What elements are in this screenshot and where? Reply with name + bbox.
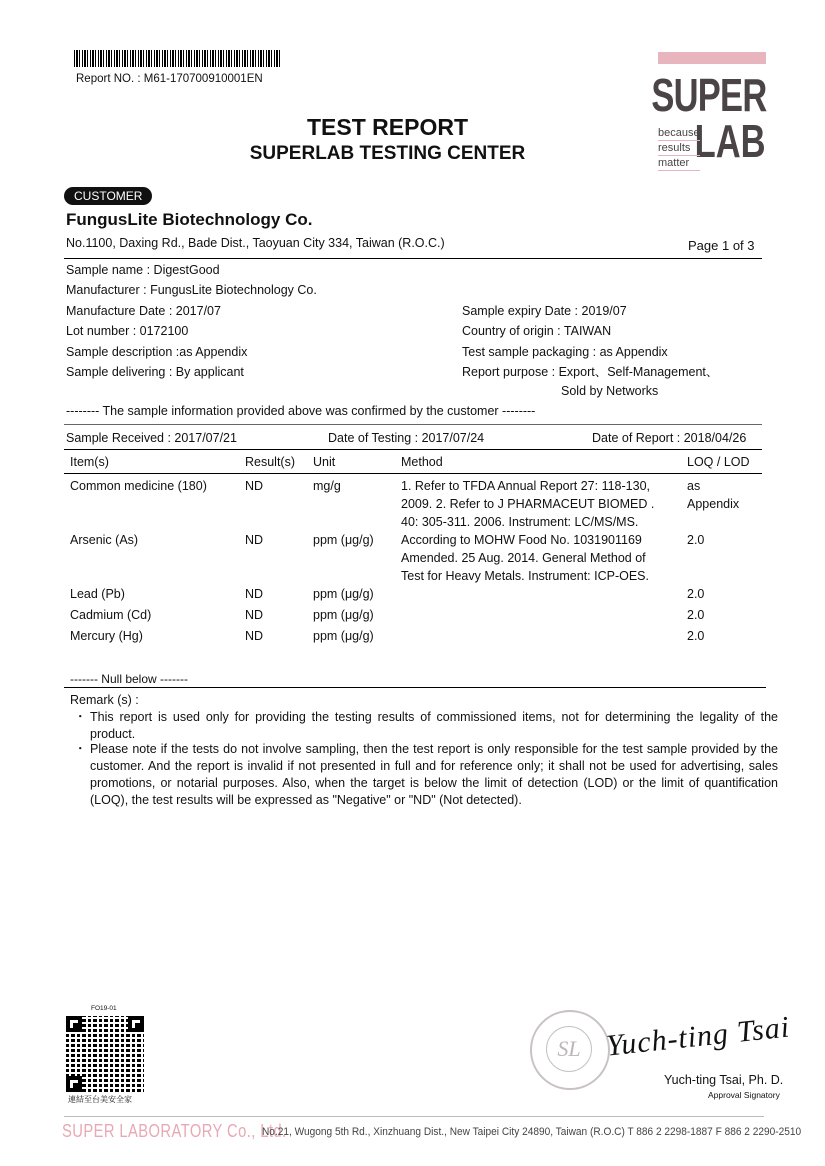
- row-loq: Appendix: [687, 497, 740, 511]
- footer-company: SUPER LABORATORY Co., Ltd.: [62, 1121, 287, 1141]
- row-method-line: Test for Heavy Metals. Instrument: ICP-OES.: [401, 569, 649, 583]
- row-result: ND: [245, 479, 264, 493]
- row-item: Mercury (Hg): [70, 629, 143, 643]
- customer-company: FungusLite Biotechnology Co.: [66, 210, 313, 229]
- column-header-item: Item(s): [70, 455, 109, 469]
- divider: [64, 449, 762, 450]
- column-header-method: Method: [401, 455, 443, 469]
- report-purpose-cont: Sold by Networks: [561, 384, 659, 398]
- remark-text: This report is used only for providing the testing results of commissioned items, not for determining the legality of the product.: [90, 710, 778, 741]
- row-unit: ppm (μg/g): [313, 608, 374, 622]
- company-seal: [530, 1010, 610, 1090]
- row-loq: 2.0: [687, 587, 705, 601]
- row-loq: as: [687, 479, 701, 493]
- row-result: ND: [245, 629, 264, 643]
- column-header-unit: Unit: [313, 455, 336, 469]
- row-unit: mg/g: [313, 479, 341, 493]
- sample-description: Sample description :as Appendix: [66, 345, 248, 359]
- row-unit: ppm (μg/g): [313, 629, 374, 643]
- sample-delivering: Sample delivering : By applicant: [66, 365, 244, 379]
- signer-name: Yuch-ting Tsai, Ph. D.: [664, 1073, 784, 1087]
- footer-divider: [64, 1116, 764, 1117]
- customer-address: No.1100, Daxing Rd., Bade Dist., Taoyuan City 334, Taiwan (R.O.C.): [66, 236, 445, 250]
- tagline-line: because: [658, 127, 700, 139]
- qr-caption: 連結至台美安全家: [68, 1095, 132, 1104]
- logo-tagline: [658, 126, 700, 171]
- sample-packaging: Test sample packaging : as Appendix: [462, 345, 668, 359]
- column-header-result: Result(s): [245, 455, 296, 469]
- divider: [64, 258, 762, 259]
- row-unit: ppm (μg/g): [313, 587, 374, 601]
- confirmation-note: -------- The sample information provided above was confirmed by the customer --------: [66, 404, 536, 418]
- qr-finder-icon: [66, 1016, 82, 1032]
- qr-code[interactable]: [66, 1016, 144, 1092]
- sample-manufacturer: Manufacturer : FungusLite Biotechnology Co.: [66, 283, 317, 297]
- sample-received-date: Sample Received : 2017/07/21: [66, 431, 237, 445]
- divider: [64, 424, 762, 425]
- row-method-line: 2009. 2. Refer to J PHARMACEUT BIOMED .: [401, 497, 655, 511]
- report-date: Date of Report : 2018/04/26: [592, 431, 747, 445]
- row-loq: 2.0: [687, 629, 705, 643]
- sample-name: Sample name : DigestGood: [66, 263, 220, 277]
- tagline-line: matter: [658, 156, 700, 171]
- superlab-logo: [650, 52, 766, 172]
- row-result: ND: [245, 587, 264, 601]
- lot-number: Lot number : 0172100: [66, 324, 189, 338]
- page-indicator: Page 1 of 3: [688, 238, 755, 253]
- logo-lab-text: LAB: [695, 115, 766, 167]
- bullet-icon: ・: [74, 742, 87, 756]
- report-title: TEST REPORT: [306, 114, 468, 140]
- report-subtitle: SUPERLAB TESTING CENTER: [249, 143, 526, 164]
- row-method-line: According to MOHW Food No. 1031901169: [401, 533, 642, 547]
- divider: [64, 687, 766, 688]
- row-loq: 2.0: [687, 608, 705, 622]
- country-of-origin: Country of origin : TAIWAN: [462, 324, 612, 338]
- remark-text: Please note if the tests do not involve sampling, then the test report is only responsible for the test sample provided by the customer. And the report is invalid if not presented in full and for reference only; it shall not be used for advertising, sales promotions, or notarial purposes. Also, when the target is below the limit of detection (LOD) or the limit of quantification (LOQ), the test results will be expressed as "Negative" or "ND" (Not detected).: [90, 742, 778, 807]
- row-item: Common medicine (180): [70, 479, 207, 493]
- divider: [64, 473, 762, 474]
- report-number: Report NO. : M61-170700910001EN: [76, 73, 263, 85]
- barcode: [74, 50, 282, 67]
- manufacture-date: Manufacture Date : 2017/07: [66, 304, 221, 318]
- qr-finder-icon: [128, 1016, 144, 1032]
- row-unit: ppm (μg/g): [313, 533, 374, 547]
- remark-item: [74, 709, 778, 743]
- row-item: Cadmium (Cd): [70, 608, 152, 622]
- testing-date: Date of Testing : 2017/07/24: [328, 431, 485, 445]
- expiry-date: Sample expiry Date : 2019/07: [462, 304, 627, 318]
- qr-code-label: FO19-01: [91, 1005, 117, 1012]
- signer-title: Approval Signatory: [708, 1090, 780, 1100]
- row-method-line: 1. Refer to TFDA Annual Report 27: 118-130,: [401, 479, 650, 493]
- footer-address: No.21, Wugong 5th Rd., Xinzhuang Dist., New Taipei City 24890, Taiwan (R.O.C) T 886 2 2298-1887 F 886 2 2290-2510: [262, 1126, 802, 1138]
- column-header-loq: LOQ / LOD: [687, 455, 750, 469]
- bullet-icon: ・: [74, 710, 87, 724]
- row-result: ND: [245, 608, 264, 622]
- qr-finder-icon: [66, 1076, 82, 1092]
- row-result: ND: [245, 533, 264, 547]
- row-item: Arsenic (As): [70, 533, 139, 547]
- report-purpose: Report purpose : Export、Self-Management、: [462, 365, 719, 379]
- row-loq: 2.0: [687, 533, 705, 547]
- row-item: Lead (Pb): [70, 587, 125, 601]
- remark-item: [74, 741, 778, 809]
- customer-badge: CUSTOMER: [64, 187, 152, 205]
- row-method-line: 40: 305-311. 2006. Instrument: LC/MS/MS.: [401, 515, 639, 529]
- remarks-title: Remark (s) :: [70, 693, 139, 707]
- null-below-note: ------- Null below -------: [70, 672, 188, 686]
- tagline-line: results: [658, 141, 700, 156]
- logo-super-text: SUPER: [650, 69, 766, 121]
- seal-initials: SL: [546, 1026, 592, 1072]
- logo-accent-bar: [658, 52, 766, 64]
- row-method-line: Amended. 25 Aug. 2014. General Method of: [401, 551, 646, 565]
- handwritten-signature: Yuch-ting Tsai: [604, 1010, 792, 1063]
